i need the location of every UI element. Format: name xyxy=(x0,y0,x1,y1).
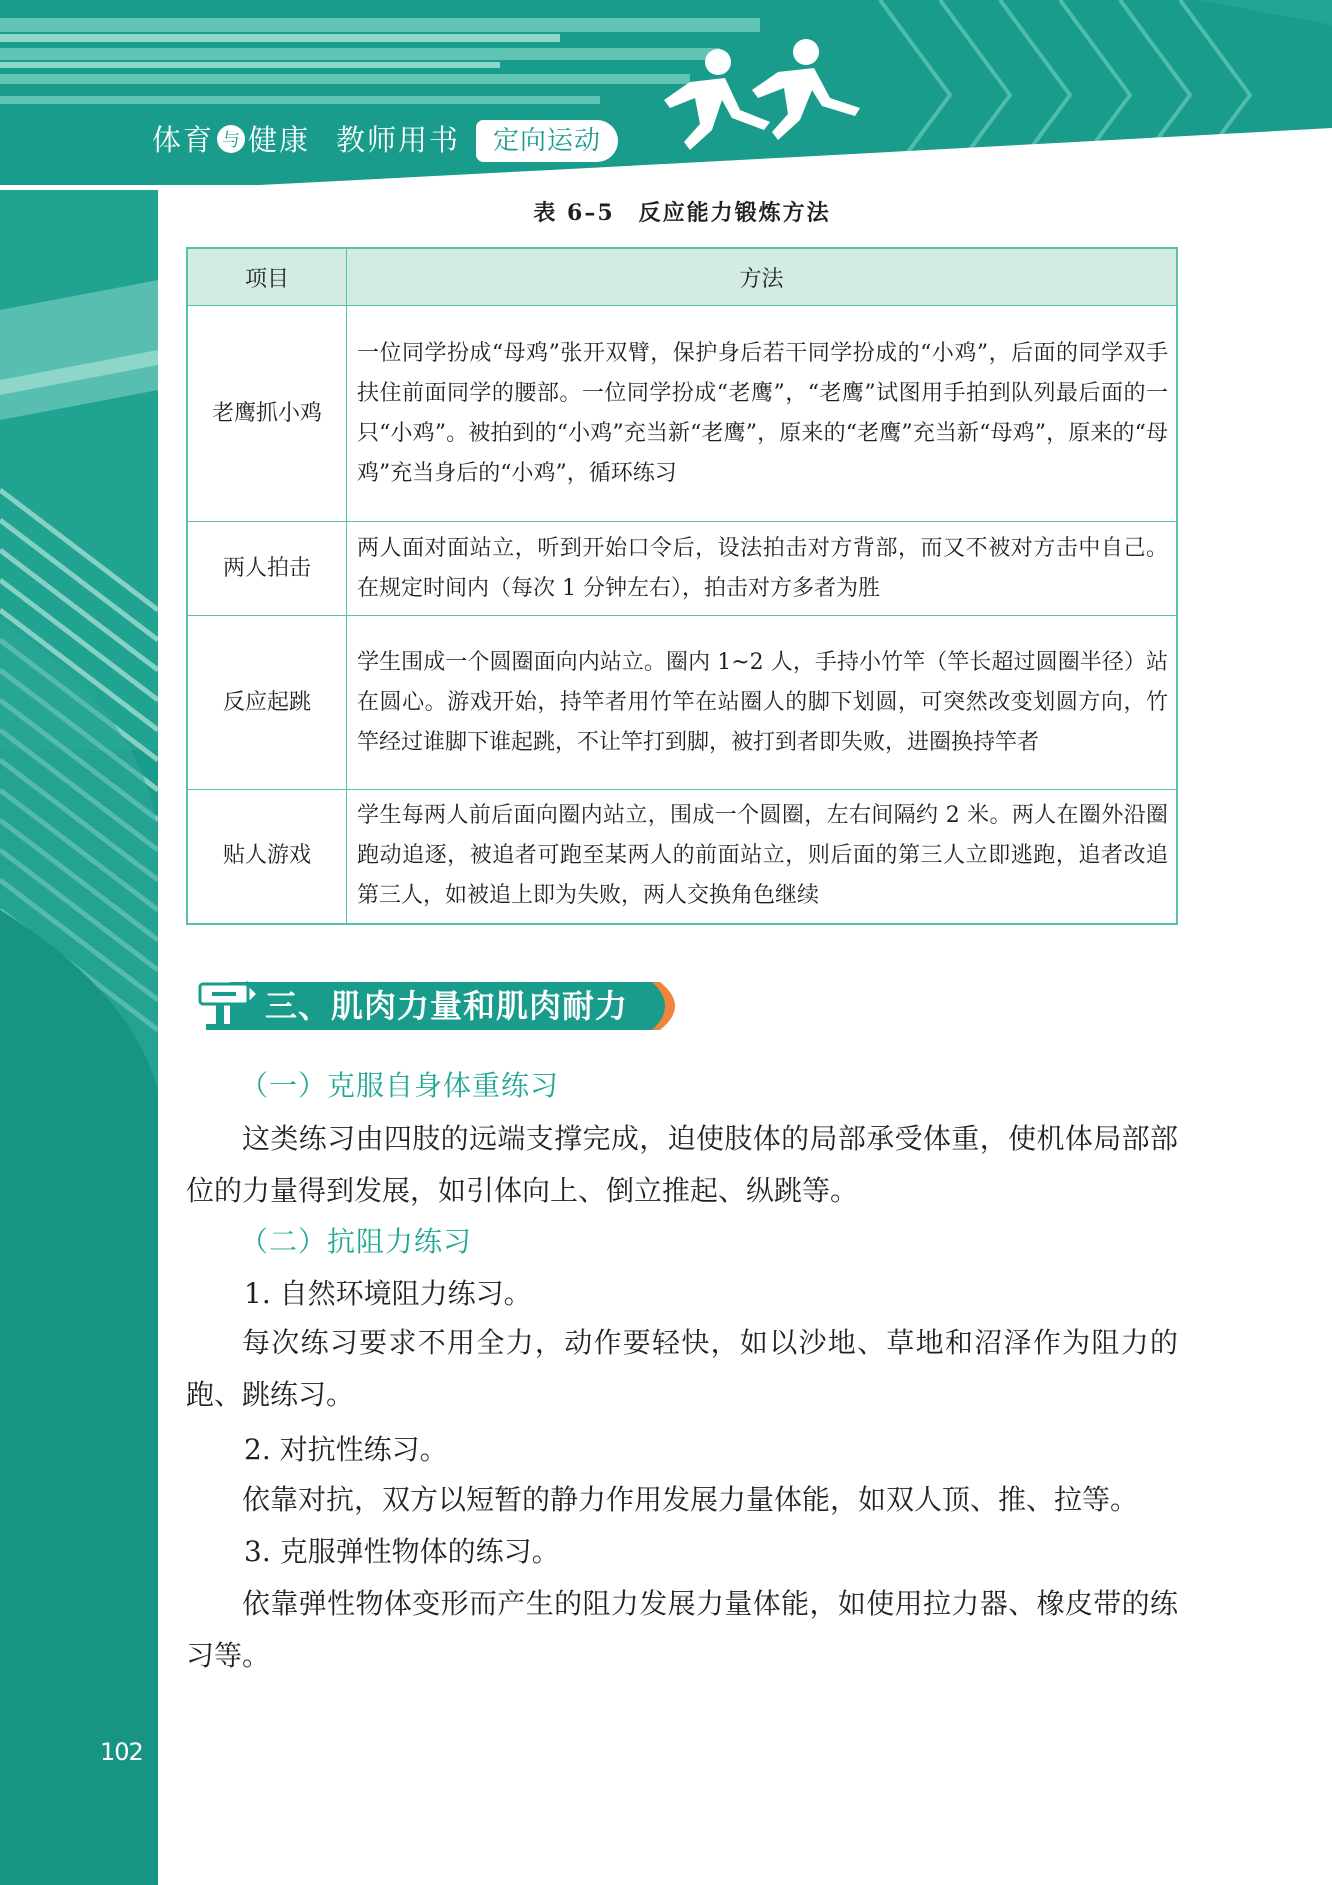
subheading-resistance: （二）抗阻力练习 xyxy=(240,1225,473,1258)
book-subtitle: 教师用书 xyxy=(336,123,461,157)
table-caption: 表 6–5 反应能力锻炼方法 xyxy=(533,200,831,226)
book-title-yu-badge: 与 xyxy=(217,125,245,153)
subheading-bodyweight: （一）克服自身体重练习 xyxy=(240,1069,560,1102)
table-row xyxy=(187,522,1177,616)
table-row xyxy=(187,306,1177,522)
table-header-row xyxy=(187,248,1177,306)
page-number: 102 xyxy=(100,1738,143,1766)
page-header xyxy=(0,0,1332,190)
book-title-part-a: 体育 xyxy=(152,123,215,157)
table-cell-method: 学生围成一个圆圈面向内站立。圈内 1~2 人，手持小竹竿（竿长超过圆圈半径）站在圆心。游戏开始，持竿者用竹竿在站圈人的脚下划圆，可突然改变划圆方向，竹竿经过谁脚下谁起跳，不让竿打到脚，被打到者即失败，进圈换持竿者 xyxy=(347,616,1178,790)
table-cell-item: 两人拍击 xyxy=(187,522,347,616)
chapter-tag: 定向运动 xyxy=(476,120,618,162)
table-cell-method: 两人面对面站立，听到开始口令后，设法拍击对方背部，而又不被对方击中自己。在规定时间内（每次 1 分钟左右），拍击对方多者为胜 xyxy=(347,522,1178,616)
table-cell-method: 学生每两人前后面向圈内站立，围成一个圆圈，左右间隔约 2 米。两人在圈外沿圈跑动追逐，被追者可跑至某两人的前面站立，则后面的第三人立即逃跑，追者改追第三人，如被追上即为失败，两人交换角色继续 xyxy=(347,790,1178,924)
reaction-training-table xyxy=(186,247,1178,925)
column-header-method: 方法 xyxy=(347,248,1178,306)
item-2-paragraph: 依靠对抗，双方以短暂的静力作用发展力量体能，如双人顶、推、拉等。 xyxy=(242,1483,1139,1516)
paragraph-bodyweight: 这类练习由四肢的远端支撑完成，迫使肢体的局部承受体重，使机体局部部位的力量得到发展，如引体向上、倒立推起、纵跳等。 xyxy=(186,1122,1178,1207)
book-title-part-b: 健康 xyxy=(248,123,311,157)
book-title xyxy=(152,118,460,159)
item-1-paragraph: 每次练习要求不用全力，动作要轻快，如以沙地、草地和沼泽作为阻力的跑、跳练习。 xyxy=(186,1326,1178,1411)
header-background xyxy=(0,0,1332,190)
item-1-title: 1. 自然环境阻力练习。 xyxy=(244,1277,532,1310)
left-decorative-strip xyxy=(0,190,158,1885)
table-cell-method: 一位同学扮成“母鸡”张开双臂，保护身后若干同学扮成的“小鸡”，后面的同学双手扶住前面同学的腰部。一位同学扮成“老鹰”，“老鹰”试图用手拍到队列最后面的一只“小鸡”。被拍到的“小鸡”充当新“老鹰”，原来的“老鹰”充当新“母鸡”，原来的“母鸡”充当身后的“小鸡”，循环练习 xyxy=(347,306,1178,522)
table-cell-item: 老鹰抓小鸡 xyxy=(187,306,347,522)
table-cell-item: 反应起跳 xyxy=(187,616,347,790)
section-title: 三、肌肉力量和肌肉耐力 xyxy=(265,987,629,1025)
table-cell-item: 贴人游戏 xyxy=(187,790,347,924)
item-3-paragraph: 依靠弹性物体变形而产生的阻力发展力量体能，如使用拉力器、橡皮带的练习等。 xyxy=(186,1587,1178,1672)
item-3-title: 3. 克服弹性物体的练习。 xyxy=(244,1535,560,1568)
item-2-title: 2. 对抗性练习。 xyxy=(244,1433,448,1466)
left-strip-background xyxy=(0,190,158,1885)
table-row xyxy=(187,790,1177,924)
table-row xyxy=(187,616,1177,790)
column-header-item: 项目 xyxy=(187,248,347,306)
